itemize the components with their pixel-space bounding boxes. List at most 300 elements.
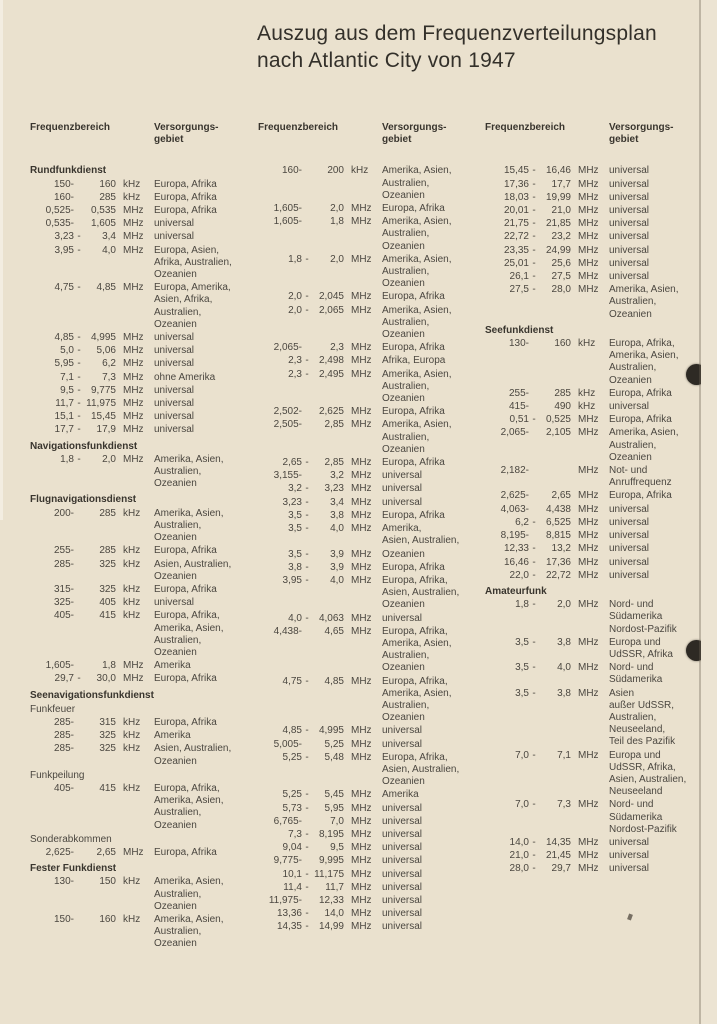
frequency-row bbox=[485, 338, 713, 387]
frequency-unit: MHz bbox=[123, 205, 144, 217]
coverage-line: Nord- und bbox=[609, 799, 654, 811]
frequency-to: 3,8 bbox=[557, 636, 571, 648]
frequency-to: 17,36 bbox=[545, 556, 571, 568]
frequency-to: 1,8 bbox=[330, 216, 344, 228]
frequency-unit: MHz bbox=[351, 789, 372, 801]
coverage-area bbox=[609, 863, 649, 875]
section-heading: Fester Funkdienst bbox=[30, 863, 117, 875]
coverage-line: Amerika, Asien, bbox=[382, 253, 452, 265]
coverage-line: Europa, Afrika bbox=[154, 545, 217, 557]
coverage-line: Europa, Afrika, bbox=[609, 338, 675, 350]
frequency-dash bbox=[74, 783, 84, 832]
frequency-unit: MHz bbox=[351, 342, 372, 354]
frequency-to: 14,99 bbox=[318, 921, 344, 933]
frequency-dash: - bbox=[532, 569, 536, 581]
frequency-from: 13,36 bbox=[276, 908, 302, 920]
coverage-line: Ozeanien bbox=[154, 318, 197, 330]
frequency-row bbox=[485, 414, 713, 426]
frequency-row bbox=[30, 424, 258, 436]
frequency-unit: MHz bbox=[351, 368, 372, 380]
coverage-line: Asien, Australien, bbox=[382, 587, 460, 599]
frequency-row bbox=[258, 855, 486, 867]
coverage-area bbox=[609, 401, 649, 413]
title-line-1: Auszug aus dem Frequenzverteilungsplan bbox=[257, 22, 657, 45]
frequency-to: 14,0 bbox=[324, 908, 344, 920]
frequency-unit: kHz bbox=[578, 338, 596, 350]
coverage-area bbox=[382, 789, 419, 801]
frequency-unit: kHz bbox=[123, 178, 141, 190]
coverage-line: universal bbox=[609, 244, 650, 256]
coverage-line: Ozeanien bbox=[382, 712, 425, 724]
section-heading: Seenavigationsfunkdienst bbox=[30, 689, 154, 701]
coverage-line: Südamerika bbox=[609, 611, 663, 623]
coverage-line: universal bbox=[154, 345, 195, 357]
frequency-to: 9,5 bbox=[330, 842, 344, 854]
frequency-to: 325 bbox=[99, 743, 116, 755]
coverage-line: Neuseeland bbox=[609, 786, 663, 798]
frequency-from: 28,0 bbox=[509, 863, 529, 875]
frequency-row bbox=[30, 372, 258, 384]
frequency-to: 285 bbox=[99, 507, 116, 519]
coverage-line: Australien, bbox=[382, 266, 430, 278]
coverage-area bbox=[154, 673, 217, 685]
frequency-row bbox=[485, 688, 713, 749]
frequency-from: 415- bbox=[508, 401, 529, 413]
frequency-from: 405- bbox=[53, 610, 74, 622]
frequency-dash: - bbox=[532, 284, 536, 296]
frequency-dash: - bbox=[532, 556, 536, 568]
frequency-dash: - bbox=[305, 725, 309, 737]
frequency-from: 160- bbox=[53, 191, 74, 203]
frequency-to: 7,1 bbox=[557, 749, 571, 761]
frequency-row bbox=[258, 921, 486, 933]
frequency-from: 2,065- bbox=[273, 342, 302, 354]
frequency-row bbox=[258, 725, 486, 737]
frequency-from: 3,5 bbox=[515, 662, 529, 674]
frequency-dash bbox=[302, 406, 312, 418]
coverage-line: Nord- und bbox=[609, 662, 654, 674]
frequency-dash: - bbox=[532, 244, 536, 256]
frequency-dash: - bbox=[305, 355, 309, 367]
frequency-unit: MHz bbox=[351, 496, 372, 508]
frequency-row bbox=[258, 676, 486, 725]
frequency-to: 160 bbox=[554, 338, 571, 350]
frequency-to: 22,72 bbox=[545, 569, 571, 581]
frequency-to: 1,8 bbox=[102, 660, 116, 672]
frequency-unit: MHz bbox=[578, 503, 599, 515]
coverage-line: Südamerika bbox=[609, 674, 663, 686]
frequency-to: 4,438 bbox=[545, 503, 571, 515]
coverage-area bbox=[382, 869, 422, 881]
frequency-dash bbox=[529, 388, 539, 400]
frequency-row bbox=[485, 530, 713, 542]
coverage-line: universal bbox=[382, 828, 423, 840]
coverage-area bbox=[154, 783, 223, 832]
frequency-unit: MHz bbox=[123, 411, 144, 423]
frequency-unit: MHz bbox=[351, 419, 372, 431]
frequency-unit: MHz bbox=[123, 424, 144, 436]
frequency-to: 3,8 bbox=[557, 687, 571, 699]
frequency-from: 22,72 bbox=[503, 231, 529, 243]
coverage-area bbox=[609, 637, 673, 661]
frequency-row bbox=[30, 673, 258, 685]
frequency-from: 4,85 bbox=[54, 332, 74, 344]
frequency-dash bbox=[74, 218, 84, 230]
frequency-row bbox=[258, 803, 486, 815]
frequency-from: 2,3 bbox=[288, 368, 302, 380]
coverage-line: Amerika, Asien, bbox=[154, 876, 224, 888]
frequency-unit: MHz bbox=[578, 205, 599, 217]
coverage-line: Europa, Afrika bbox=[154, 846, 217, 858]
frequency-dash: - bbox=[77, 358, 81, 370]
coverage-line: universal bbox=[382, 868, 423, 880]
coverage-line: Ozeanien bbox=[382, 240, 425, 252]
frequency-to: 5,95 bbox=[324, 802, 344, 814]
frequency-dash bbox=[74, 205, 84, 217]
frequency-unit: MHz bbox=[578, 191, 599, 203]
coverage-area bbox=[382, 739, 422, 751]
frequency-unit: MHz bbox=[578, 556, 599, 568]
frequency-dash: - bbox=[77, 345, 81, 357]
coverage-area bbox=[382, 842, 422, 854]
coverage-line: Nord- und bbox=[609, 599, 654, 611]
frequency-to: 325 bbox=[99, 583, 116, 595]
frequency-dash: - bbox=[532, 257, 536, 269]
frequency-unit: MHz bbox=[578, 863, 599, 875]
frequency-dash: - bbox=[532, 516, 536, 528]
frequency-from: 11,975- bbox=[268, 894, 302, 906]
frequency-row bbox=[258, 816, 486, 828]
frequency-dash: - bbox=[305, 496, 309, 508]
frequency-unit: MHz bbox=[351, 868, 372, 880]
frequency-row bbox=[258, 882, 486, 894]
coverage-line: Australien, bbox=[382, 699, 430, 711]
frequency-to: 150 bbox=[99, 876, 116, 888]
frequency-unit: MHz bbox=[578, 284, 599, 296]
coverage-line: universal bbox=[609, 863, 650, 875]
frequency-dash bbox=[529, 465, 539, 489]
frequency-to: 160 bbox=[99, 178, 116, 190]
frequency-to: 3,4 bbox=[330, 496, 344, 508]
coverage-line: Ozeanien bbox=[382, 278, 425, 290]
frequency-row bbox=[485, 599, 713, 636]
coverage-header-line-2: gebiet bbox=[154, 134, 184, 146]
coverage-area bbox=[609, 530, 649, 542]
coverage-line: universal bbox=[609, 165, 650, 177]
frequency-unit: kHz bbox=[123, 583, 141, 595]
table-column-2 bbox=[258, 122, 486, 935]
frequency-from: 4,438- bbox=[273, 625, 302, 637]
coverage-line: Europa, Afrika bbox=[382, 342, 445, 354]
frequency-dash: - bbox=[77, 231, 81, 243]
frequency-unit: kHz bbox=[123, 730, 141, 742]
coverage-area bbox=[382, 254, 451, 291]
frequency-dash bbox=[74, 192, 84, 204]
frequency-unit: MHz bbox=[351, 751, 372, 763]
frequency-row bbox=[485, 401, 713, 413]
coverage-line: Australien, bbox=[609, 362, 657, 374]
coverage-line: Ozeanien bbox=[154, 755, 197, 767]
coverage-area bbox=[154, 411, 194, 423]
frequency-dash: - bbox=[305, 675, 309, 687]
frequency-from: 23,35 bbox=[503, 244, 529, 256]
frequency-from: 0,525- bbox=[45, 205, 74, 217]
frequency-from: 21,0 bbox=[509, 850, 529, 862]
section-heading: Flugnavigationsdienst bbox=[30, 494, 137, 506]
coverage-line: Amerika, Asien, bbox=[154, 913, 224, 925]
frequency-row bbox=[258, 510, 486, 522]
frequency-from: 3,5 bbox=[288, 548, 302, 560]
coverage-area bbox=[154, 345, 194, 357]
frequency-unit: MHz bbox=[351, 253, 372, 265]
frequency-dash: - bbox=[532, 749, 536, 761]
frequency-from: 255- bbox=[53, 545, 74, 557]
frequency-from: 29,7 bbox=[54, 673, 74, 685]
frequency-from: 1,8 bbox=[60, 453, 74, 465]
frequency-row bbox=[485, 570, 713, 582]
frequency-to: 3,8 bbox=[330, 509, 344, 521]
frequency-unit: MHz bbox=[351, 483, 372, 495]
frequency-to: 6,2 bbox=[102, 358, 116, 370]
subsection-heading: Sonderabkommen bbox=[30, 833, 112, 845]
section-heading: Amateurfunk bbox=[485, 585, 547, 597]
coverage-line: Afrika, Europa bbox=[382, 355, 446, 367]
coverage-header-line-2: gebiet bbox=[382, 134, 412, 146]
coverage-line: universal bbox=[382, 725, 423, 737]
frequency-to: 2,0 bbox=[330, 253, 344, 265]
coverage-area bbox=[609, 599, 677, 636]
frequency-to: 4,063 bbox=[318, 612, 344, 624]
coverage-line: Europa, Afrika, bbox=[382, 574, 448, 586]
frequency-to: 2,3 bbox=[330, 342, 344, 354]
frequency-dash bbox=[302, 216, 312, 253]
frequency-to: 17,9 bbox=[96, 424, 116, 436]
coverage-line: Europa, Asien, bbox=[154, 244, 220, 256]
coverage-area bbox=[609, 543, 649, 555]
frequency-from: 17,7 bbox=[54, 424, 74, 436]
coverage-line: universal bbox=[609, 530, 650, 542]
coverage-header bbox=[609, 122, 673, 146]
frequency-to: 3,9 bbox=[330, 548, 344, 560]
frequency-from: 16,46 bbox=[503, 556, 529, 568]
frequency-to: 2,65 bbox=[551, 490, 571, 502]
coverage-area bbox=[609, 750, 686, 799]
frequency-dash bbox=[74, 179, 84, 191]
frequency-from: 3,5 bbox=[288, 509, 302, 521]
frequency-unit: MHz bbox=[578, 636, 599, 648]
frequency-from: 3,8 bbox=[288, 561, 302, 573]
frequency-unit: MHz bbox=[351, 509, 372, 521]
frequency-to: 23,2 bbox=[551, 231, 571, 243]
frequency-row bbox=[30, 192, 258, 204]
frequency-dash: - bbox=[305, 751, 309, 763]
frequency-dash: - bbox=[305, 789, 309, 801]
coverage-area bbox=[382, 725, 422, 737]
frequency-row bbox=[485, 165, 713, 177]
coverage-area bbox=[382, 523, 459, 547]
coverage-line: universal bbox=[609, 569, 650, 581]
frequency-unit: MHz bbox=[578, 599, 599, 611]
frequency-to: 0,535 bbox=[90, 205, 116, 217]
frequency-from: 285- bbox=[53, 743, 74, 755]
frequency-to: 15,45 bbox=[90, 411, 116, 423]
frequency-from: 4,063- bbox=[500, 503, 529, 515]
coverage-area bbox=[154, 218, 194, 230]
frequency-from: 3,2 bbox=[288, 483, 302, 495]
frequency-unit: MHz bbox=[123, 244, 144, 256]
frequency-to: 4,65 bbox=[324, 625, 344, 637]
coverage-line: Ozeanien bbox=[382, 393, 425, 405]
coverage-line: universal bbox=[382, 894, 423, 906]
frequency-row bbox=[485, 427, 713, 464]
coverage-line: universal bbox=[382, 496, 423, 508]
frequency-row bbox=[258, 203, 486, 215]
coverage-line: Europa und bbox=[609, 749, 661, 761]
frequency-row bbox=[485, 637, 713, 661]
frequency-unit: MHz bbox=[351, 725, 372, 737]
frequency-dash bbox=[74, 717, 84, 729]
frequency-unit: MHz bbox=[578, 257, 599, 269]
coverage-line: Teil des Pazifik bbox=[609, 736, 676, 748]
frequency-dash bbox=[74, 730, 84, 742]
frequency-dash: - bbox=[77, 673, 81, 685]
frequency-to: 285 bbox=[554, 387, 571, 399]
frequency-row bbox=[30, 332, 258, 344]
frequency-from: 3,5 bbox=[288, 523, 302, 535]
frequency-to: 4,995 bbox=[318, 725, 344, 737]
frequency-row bbox=[485, 662, 713, 686]
frequency-dash bbox=[529, 490, 539, 502]
paper-left-edge bbox=[0, 0, 3, 520]
coverage-line: universal bbox=[382, 908, 423, 920]
frequency-dash bbox=[74, 584, 84, 596]
column-items bbox=[30, 165, 258, 950]
frequency-from: 5,25 bbox=[282, 751, 302, 763]
frequency-dash: - bbox=[305, 457, 309, 469]
frequency-dash bbox=[74, 876, 84, 913]
frequency-dash bbox=[74, 610, 84, 659]
frequency-from: 2,065- bbox=[500, 427, 529, 439]
coverage-line: universal bbox=[154, 424, 195, 436]
coverage-line: universal bbox=[609, 543, 650, 555]
coverage-line: Australien, bbox=[609, 439, 657, 451]
frequency-from: 1,605- bbox=[45, 660, 74, 672]
frequency-from: 160- bbox=[281, 165, 302, 177]
frequency-unit: MHz bbox=[578, 218, 599, 230]
frequency-unit: kHz bbox=[123, 545, 141, 557]
frequency-to: 285 bbox=[99, 191, 116, 203]
coverage-line: Australien, bbox=[154, 519, 202, 531]
frequency-from: 17,36 bbox=[503, 178, 529, 190]
frequency-header: Frequenzbereich bbox=[258, 122, 339, 133]
frequency-to: 325 bbox=[99, 558, 116, 570]
frequency-to: 2,495 bbox=[318, 368, 344, 380]
frequency-to: 9,775 bbox=[90, 384, 116, 396]
frequency-unit: MHz bbox=[351, 921, 372, 933]
frequency-row bbox=[258, 483, 486, 495]
frequency-dash: - bbox=[532, 662, 536, 674]
frequency-row bbox=[30, 385, 258, 397]
coverage-area bbox=[609, 557, 649, 569]
frequency-from: 8,195- bbox=[500, 530, 529, 542]
frequency-from: 4,75 bbox=[54, 282, 74, 294]
frequency-row bbox=[30, 411, 258, 423]
frequency-row bbox=[485, 258, 713, 270]
coverage-area bbox=[609, 490, 672, 502]
frequency-row bbox=[30, 610, 258, 659]
frequency-from: 11,7 bbox=[55, 398, 74, 410]
coverage-line: universal bbox=[382, 842, 423, 854]
coverage-line: Not- und bbox=[609, 465, 648, 477]
frequency-to: 325 bbox=[99, 730, 116, 742]
frequency-unit: MHz bbox=[578, 427, 599, 439]
frequency-row bbox=[30, 743, 258, 767]
frequency-row bbox=[485, 517, 713, 529]
coverage-area bbox=[382, 406, 445, 418]
frequency-from: 130- bbox=[508, 338, 529, 350]
frequency-to: 415 bbox=[99, 782, 116, 794]
coverage-line: Australien, bbox=[154, 926, 202, 938]
frequency-unit: kHz bbox=[123, 782, 141, 794]
coverage-area bbox=[154, 424, 194, 436]
frequency-row bbox=[258, 842, 486, 854]
section-heading: Seefunkdienst bbox=[485, 324, 554, 336]
section-heading: Rundfunkdienst bbox=[30, 165, 107, 177]
frequency-dash: - bbox=[305, 523, 309, 535]
frequency-dash: - bbox=[532, 205, 536, 217]
frequency-from: 11,4 bbox=[283, 881, 302, 893]
frequency-to: 30,0 bbox=[96, 673, 116, 685]
frequency-row bbox=[258, 369, 486, 406]
coverage-area bbox=[382, 676, 451, 725]
frequency-from: 285- bbox=[53, 558, 74, 570]
frequency-to: 7,0 bbox=[330, 815, 344, 827]
frequency-unit: MHz bbox=[351, 908, 372, 920]
frequency-from: 130- bbox=[53, 876, 74, 888]
frequency-to: 405 bbox=[99, 597, 116, 609]
frequency-row bbox=[258, 406, 486, 418]
frequency-to: 5,48 bbox=[324, 751, 344, 763]
paper-edge-line bbox=[699, 0, 701, 1024]
frequency-to: 28,0 bbox=[551, 284, 571, 296]
coverage-line: Ozeanien bbox=[154, 938, 197, 950]
frequency-row bbox=[485, 557, 713, 569]
frequency-row bbox=[258, 739, 486, 751]
coverage-line: Europa, Afrika bbox=[382, 406, 445, 418]
frequency-dash bbox=[74, 545, 84, 557]
frequency-unit: MHz bbox=[578, 749, 599, 761]
coverage-area bbox=[154, 743, 231, 767]
frequency-row bbox=[30, 454, 258, 491]
frequency-dash bbox=[529, 338, 539, 387]
frequency-unit: MHz bbox=[351, 855, 372, 867]
frequency-unit: MHz bbox=[578, 490, 599, 502]
coverage-line: Ozeanien bbox=[382, 776, 425, 788]
coverage-area bbox=[154, 559, 231, 583]
frequency-to: 21,0 bbox=[551, 205, 571, 217]
coverage-line: Asien, Afrika, bbox=[154, 294, 213, 306]
coverage-area bbox=[154, 231, 194, 243]
frequency-from: 7,1 bbox=[60, 371, 74, 383]
frequency-from: 1,8 bbox=[288, 253, 302, 265]
frequency-dash bbox=[302, 203, 312, 215]
coverage-line: Ozeanien bbox=[154, 819, 197, 831]
frequency-unit: MHz bbox=[578, 850, 599, 862]
coverage-line: Europa, Amerika, bbox=[154, 282, 231, 294]
frequency-from: 5,25 bbox=[282, 789, 302, 801]
coverage-area bbox=[609, 517, 649, 529]
frequency-unit: MHz bbox=[123, 846, 144, 858]
